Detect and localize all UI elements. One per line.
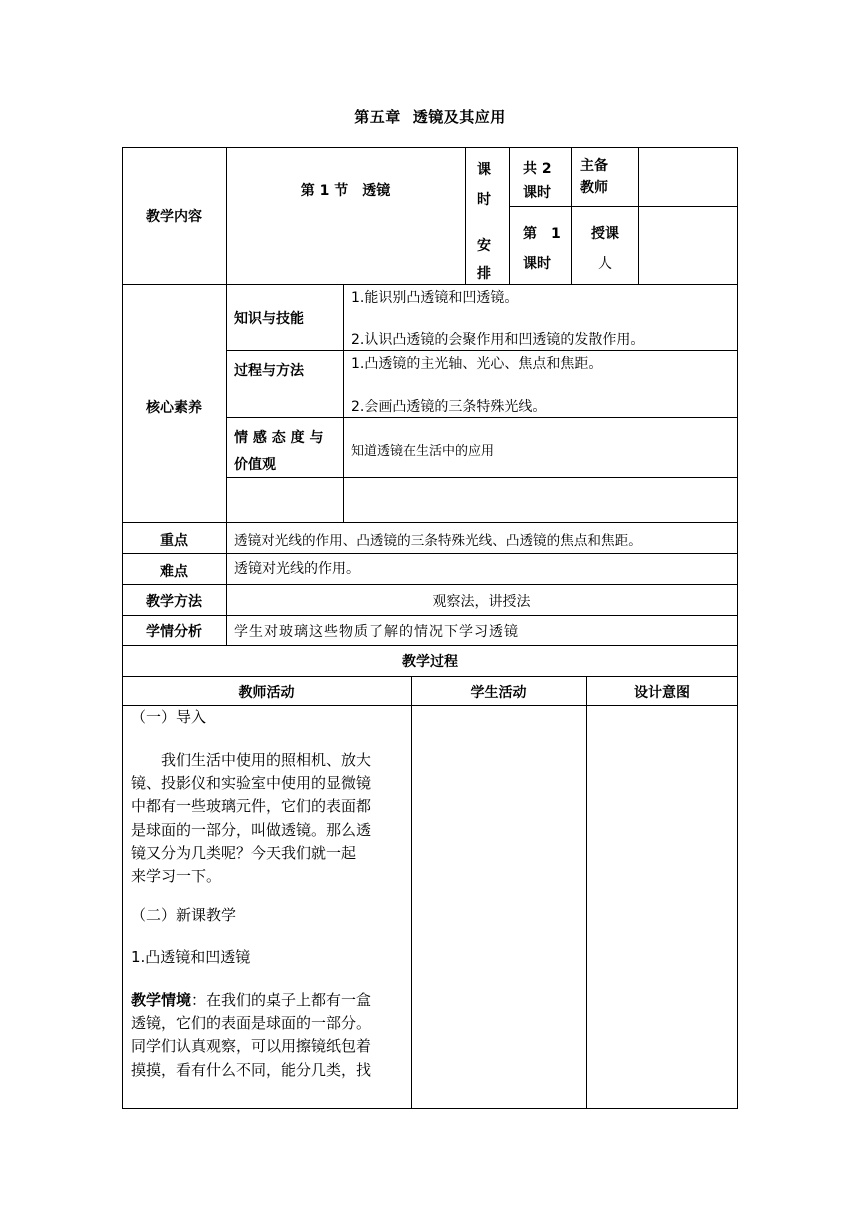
total-hours-top: 共 2 [523,161,552,177]
key-point-label: 重点 [160,533,188,549]
difficulty-label: 难点 [160,564,188,580]
intro-line: 来学习一下。 [131,867,222,886]
scenario-paragraph [131,989,409,1082]
process-label: 过程与方法 [234,363,304,379]
scenario-label: 教学情境 [131,991,192,1009]
method-value: 观察法，讲授法 [432,594,531,610]
intro-line: 镜又分为几类呢？今天我们就一起 [131,843,357,862]
intro-heading: （一）导入 [131,708,207,726]
knowledge-label: 知识与技能 [234,311,304,327]
col-teacher-header: 教师活动 [238,685,295,701]
knowledge-item-1: 1.能识别凸透镜和凹透镜。 [351,290,519,306]
process-item-1: 1.凸透镜的主光轴、光心、焦点和焦距。 [351,356,603,372]
topic-1-heading: 1.凸透镜和凹透镜 [131,948,251,966]
analysis-value: 学生对玻璃这些物质了解的情况下学习透镜 [234,624,519,640]
col-student-header: 学生活动 [470,685,527,701]
lecturer-label-top: 授课 [591,226,619,242]
intro-line: 是球面的一部分，叫做透镜。那么透 [131,820,372,839]
key-point-value: 透镜对光线的作用、凸透镜的三条特殊光线、凸透镜的焦点和焦距。 [234,533,642,549]
lead-teacher-label: 主备教师 [580,158,608,196]
knowledge-item-2: 2.认识凸透镜的会聚作用和凹透镜的发散作用。 [351,332,645,348]
current-hour-bottom: 课时 [523,256,551,272]
process-title: 教学过程 [402,654,458,670]
chapter-label: 第五章 [354,108,401,126]
method-label: 教学方法 [146,594,202,610]
emotion-label-line2: 价值观 [234,457,276,473]
total-hours-bottom: 课时 [523,185,551,201]
content-label: 教学内容 [146,209,202,225]
schedule-label-top: 课时 [477,162,491,208]
difficulty-value: 透镜对光线的作用。 [234,561,360,577]
emotion-value: 知道透镜在生活中的应用 [351,444,495,459]
process-item-2: 2.会画凸透镜的三条特殊光线。 [351,399,547,415]
col-design-header: 设计意图 [634,685,690,701]
current-hour-top: 第 1 [523,226,561,242]
schedule-label-bottom: 安排 [477,238,491,282]
emotion-label-line1: 情 感 态 度 与 [234,430,324,446]
scenario-line: 同学们认真观察，可以用擦镜纸包着 [131,1037,372,1056]
analysis-label: 学情分析 [146,624,202,640]
intro-line: 中都有一些玻璃元件，它们的表面都 [131,797,372,816]
new-lesson-heading: （二）新课教学 [131,906,237,924]
intro-line: 我们生活中使用的照相机、放大 [161,751,372,769]
scenario-line: 摸摸，看有什么不同，能分几类，找 [131,1060,372,1079]
literacy-label: 核心素养 [146,400,202,416]
intro-paragraph [131,749,409,888]
topic-label: 透镜及其应用 [412,108,506,126]
section-title: 第 1 节 透镜 [300,183,391,199]
intro-line: 镜、投影仪和实验室中使用的显微镜 [131,774,372,793]
lecturer-label-bottom: 人 [598,256,612,272]
scenario-line: 透镜，它们的表面是球面的一部分。 [131,1014,372,1033]
scenario-line: ：在我们的桌子上都有一盒 [191,991,372,1009]
